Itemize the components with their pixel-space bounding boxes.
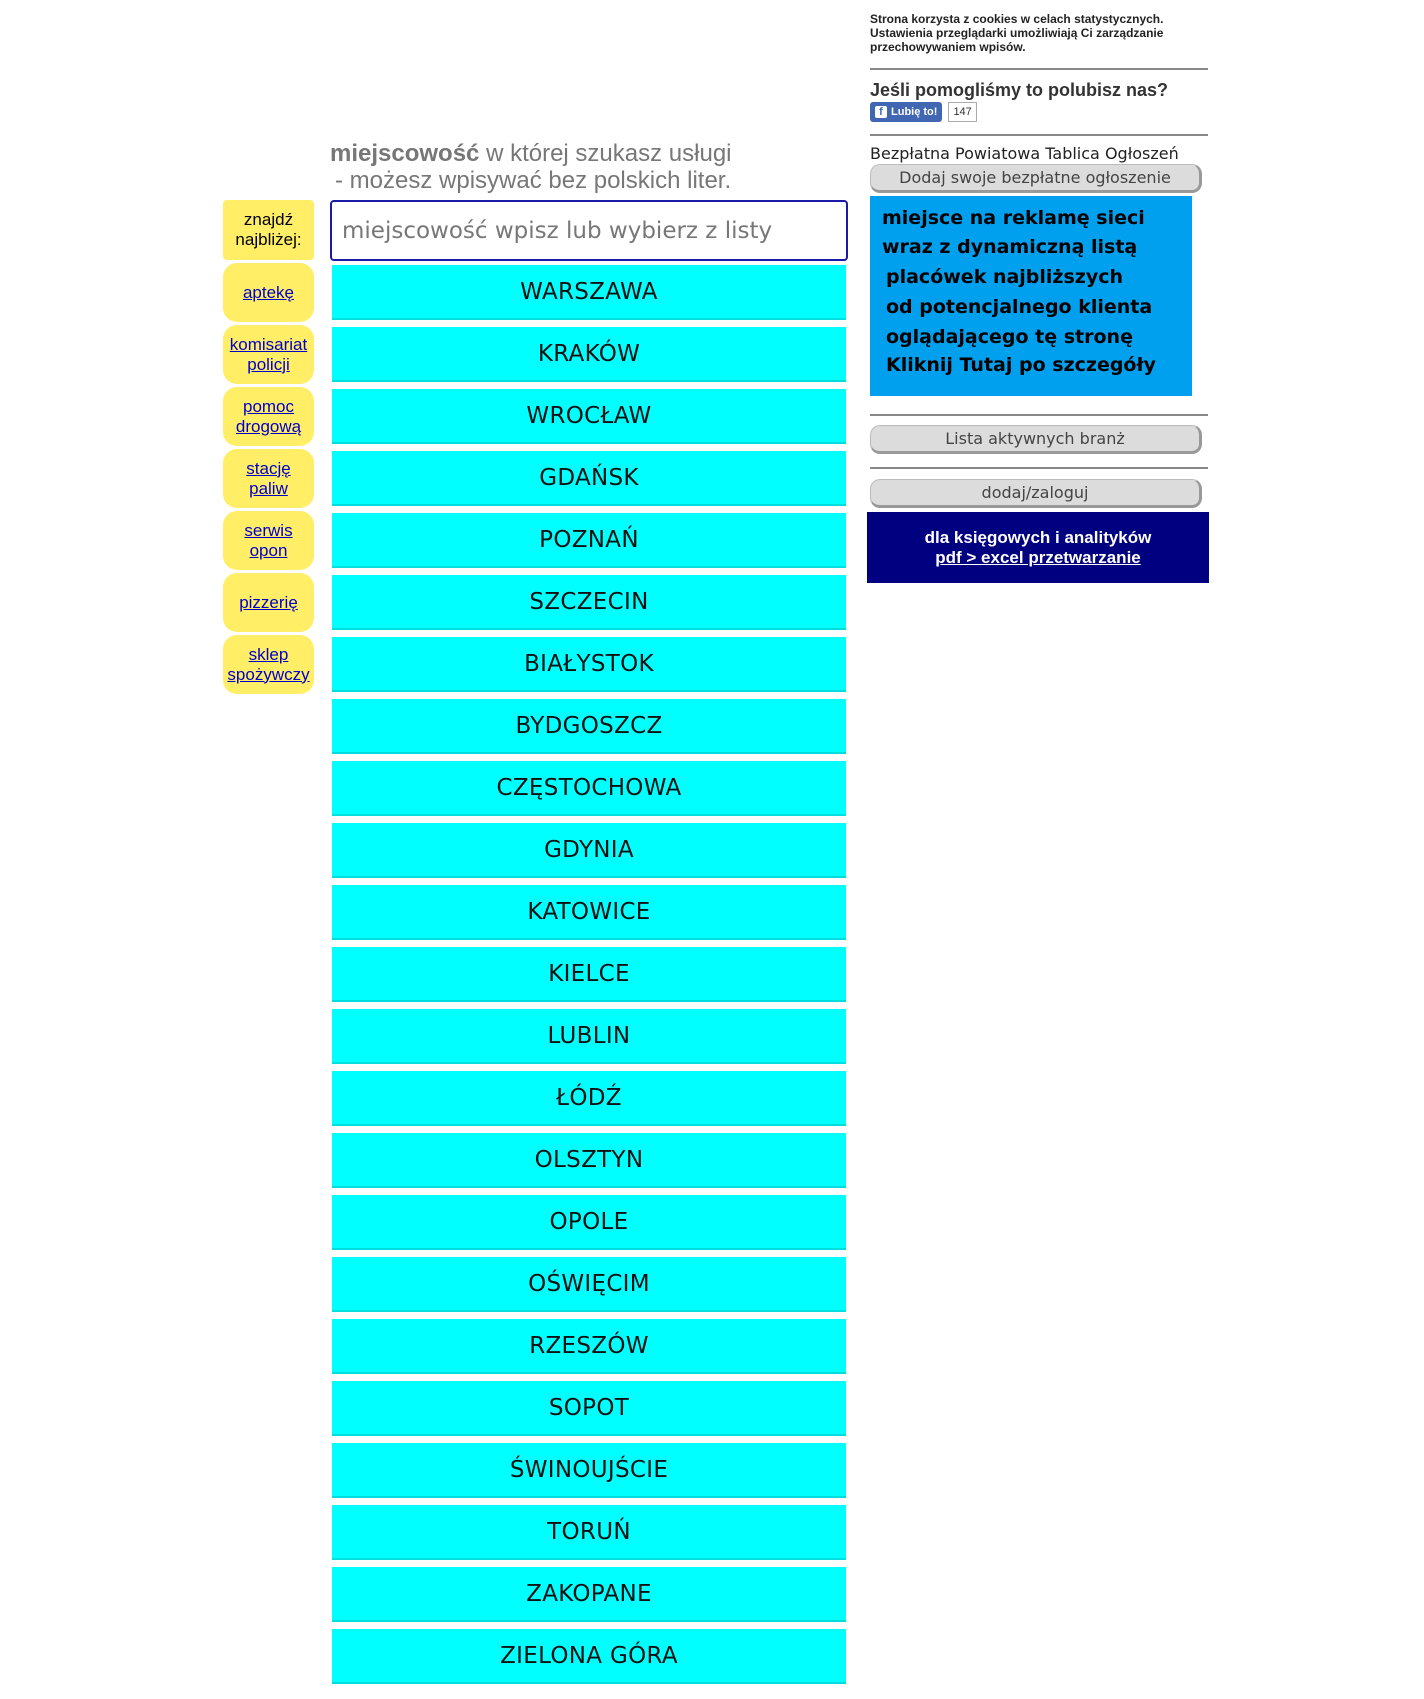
- city-item[interactable]: WROCŁAW: [332, 389, 846, 444]
- city-item[interactable]: GDYNIA: [332, 823, 846, 878]
- divider: [870, 68, 1208, 70]
- facebook-icon: f: [875, 106, 887, 118]
- add-ad-button[interactable]: Dodaj swoje bezpłatne ogłoszenie: [870, 164, 1202, 193]
- like-title: Jeśli pomogliśmy to polubisz nas?: [870, 80, 1169, 100]
- city-item[interactable]: OŚWIĘCIM: [332, 1257, 846, 1312]
- city-list: [330, 265, 848, 1684]
- city-item[interactable]: KIELCE: [332, 947, 846, 1002]
- board-title: Bezpłatna Powiatowa Tablica Ogłoszeń: [870, 144, 1179, 163]
- ad-line: wraz z dynamiczną listą: [882, 236, 1138, 258]
- category-tire-service: [223, 511, 314, 570]
- facebook-like-label: Lubię to!: [891, 106, 938, 118]
- login-button[interactable]: dodaj/zaloguj: [870, 479, 1202, 508]
- ad-line: oglądającego tę stronę: [886, 326, 1133, 348]
- cookie-notice: Strona korzysta z cookies w celach statystycznych. Ustawienia przeglądarki umożliwiają Ci zarządzanie przechowywaniem wpisów.: [870, 12, 1164, 54]
- category-gas-station-link[interactable]: stację paliw: [246, 458, 291, 498]
- find-label-line1: znajdź: [243, 210, 294, 229]
- category-pharmacy-link[interactable]: aptekę: [242, 282, 295, 302]
- ad-line: Kliknij Tutaj po szczegóły: [886, 354, 1156, 376]
- prompt-rest: w której szukasz usługi: [479, 140, 732, 167]
- ad-placeholder[interactable]: [870, 196, 1192, 396]
- right-sidebar: [870, 12, 1208, 583]
- city-item[interactable]: GDAŃSK: [332, 451, 846, 506]
- facebook-like-count: 147: [948, 102, 976, 122]
- city-item[interactable]: WARSZAWA: [332, 265, 846, 320]
- search-prompt: [330, 140, 848, 194]
- pdf-excel-promo: [867, 512, 1209, 583]
- city-item[interactable]: POZNAŃ: [332, 513, 846, 568]
- city-item[interactable]: SZCZECIN: [332, 575, 846, 630]
- divider: [870, 467, 1208, 469]
- divider: [870, 414, 1208, 416]
- city-item[interactable]: BYDGOSZCZ: [332, 699, 846, 754]
- city-item[interactable]: RZESZÓW: [332, 1319, 846, 1374]
- find-nearest-label: [223, 200, 314, 260]
- pdf-excel-link[interactable]: pdf > excel przetwarzanie: [935, 547, 1141, 567]
- category-roadside-help-link[interactable]: pomoc drogową: [235, 396, 302, 436]
- branches-list-button[interactable]: Lista aktywnych branż: [870, 425, 1202, 454]
- main-column: [330, 140, 848, 1691]
- city-item[interactable]: OLSZTYN: [332, 1133, 846, 1188]
- find-label-line2: najbliżej:: [235, 230, 302, 249]
- city-item[interactable]: TORUŃ: [332, 1505, 846, 1560]
- ad-line: placówek najbliższych: [886, 266, 1124, 288]
- city-item[interactable]: ŚWINOUJŚCIE: [332, 1443, 846, 1498]
- category-roadside-help: [223, 387, 314, 446]
- category-grocery: [223, 635, 314, 694]
- city-item[interactable]: LUBLIN: [332, 1009, 846, 1064]
- category-tire-service-link[interactable]: serwis opon: [244, 520, 293, 560]
- facebook-like-row: [870, 102, 1208, 122]
- category-police: [223, 325, 314, 384]
- prompt-line2: - możesz wpisywać bez polskich liter.: [335, 167, 732, 194]
- city-item[interactable]: SOPOT: [332, 1381, 846, 1436]
- city-item[interactable]: KATOWICE: [332, 885, 846, 940]
- category-pizzeria: [223, 573, 314, 632]
- category-sidebar: [223, 200, 314, 697]
- city-item[interactable]: KRAKÓW: [332, 327, 846, 382]
- city-item[interactable]: BIAŁYSTOK: [332, 637, 846, 692]
- city-item[interactable]: OPOLE: [332, 1195, 846, 1250]
- city-item[interactable]: ZIELONA GÓRA: [332, 1629, 846, 1684]
- city-item[interactable]: ZAKOPANE: [332, 1567, 846, 1622]
- facebook-like-button[interactable]: [870, 102, 942, 122]
- city-search-input[interactable]: [330, 200, 848, 261]
- ad-line: miejsce na reklamę sieci: [882, 207, 1145, 229]
- category-pharmacy: [223, 263, 314, 322]
- ad-line: od potencjalnego klienta: [886, 296, 1153, 318]
- divider: [870, 134, 1208, 136]
- category-police-link[interactable]: komisariat policji: [229, 334, 308, 374]
- category-gas-station: [223, 449, 314, 508]
- category-grocery-link[interactable]: sklep spożywczy: [227, 644, 310, 684]
- prompt-bold: miejscowość: [330, 140, 480, 167]
- category-pizzeria-link[interactable]: pizzerię: [239, 592, 298, 612]
- promo-text: dla księgowych i analityków: [924, 527, 1152, 547]
- city-item[interactable]: CZĘSTOCHOWA: [332, 761, 846, 816]
- city-item[interactable]: ŁÓDŹ: [332, 1071, 846, 1126]
